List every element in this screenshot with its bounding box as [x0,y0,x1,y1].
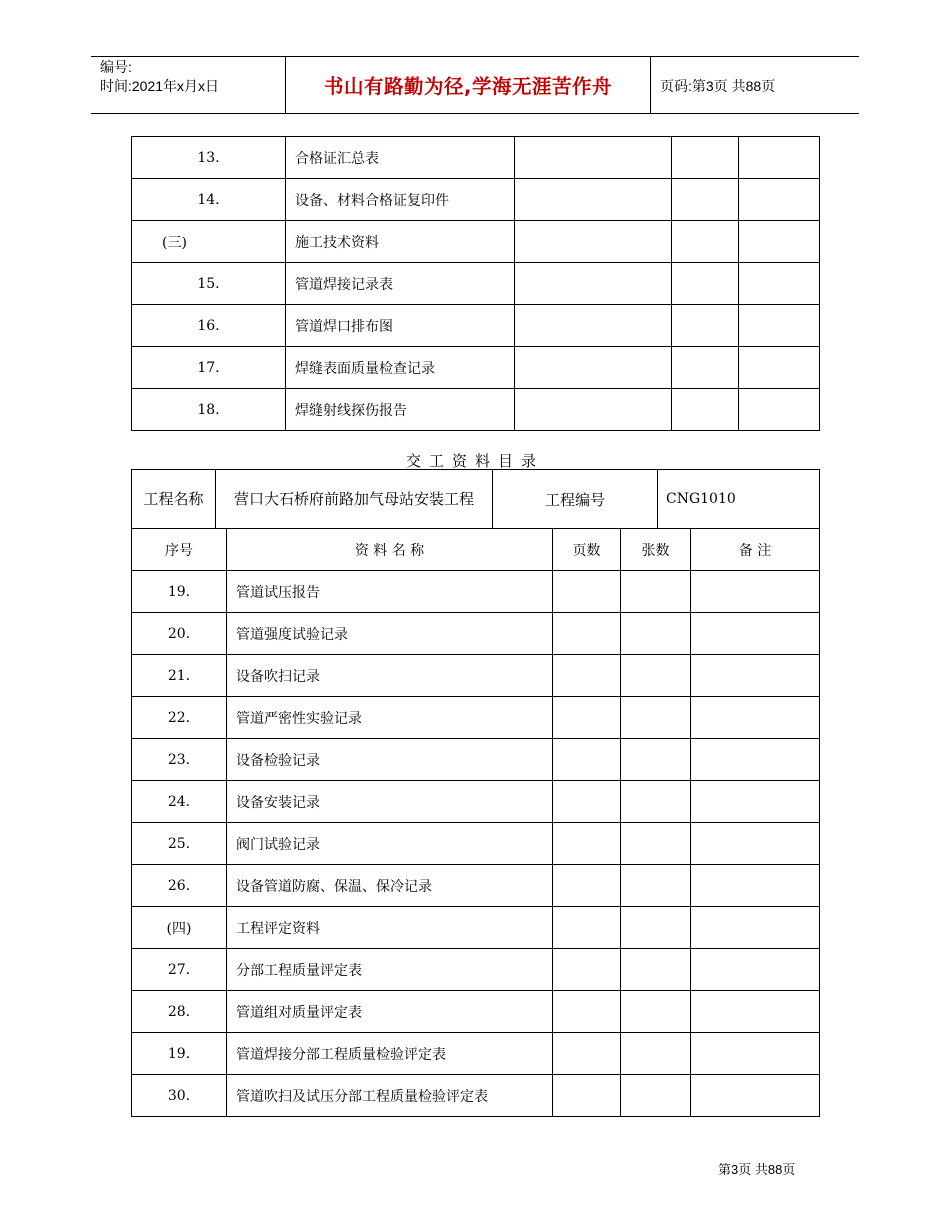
row-sheets-cell [672,389,739,431]
row-number: 17. [132,347,286,389]
row-remark-cell [691,781,820,823]
row-document-name: 设备安装记录 [227,781,553,823]
row-sheets-cell [621,781,691,823]
row-document-name: 焊缝表面质量检查记录 [286,347,515,389]
table-row [132,613,820,655]
code-label: 编号: [100,59,132,75]
table-row [132,655,820,697]
time-label: 时间:2021年x月x日 [100,78,220,94]
col-header-remark: 备 注 [691,529,820,571]
row-remark-cell [691,949,820,991]
row-pages-cell [553,823,621,865]
row-sheets-cell [672,137,739,179]
header-bottom-rule [91,113,859,114]
table-row [132,739,820,781]
row-sheets-cell [621,865,691,907]
row-number: (四) [132,907,227,949]
table-row [132,1033,820,1075]
column-header-row [132,529,820,571]
row-number: 23. [132,739,227,781]
row-pages-cell [553,571,621,613]
table-row [132,263,820,305]
table-row [132,865,820,907]
row-document-name: 设备检验记录 [227,739,553,781]
row-remark-cell [691,907,820,949]
table-row [132,305,820,347]
row-remark-cell [691,697,820,739]
project-name-label: 工程名称 [132,470,216,528]
table-row [132,991,820,1033]
row-document-name: 工程评定资料 [227,907,553,949]
table-row [132,389,820,431]
header-page-number: 页码:第3页 共88页 [660,78,776,94]
row-sheets-cell [621,991,691,1033]
header-motto: 书山有路勤为径,学海无涯苦作舟 [324,74,612,98]
row-sheets-cell [672,347,739,389]
row-sheets-cell [672,179,739,221]
row-number: 14. [132,179,286,221]
row-pages-cell [515,137,672,179]
row-document-name: 管道吹扫及试压分部工程质量检验评定表 [227,1075,553,1117]
row-remark-cell [691,739,820,781]
row-number: 19. [132,1033,227,1075]
row-remark-cell [691,865,820,907]
row-pages-cell [515,347,672,389]
row-sheets-cell [672,305,739,347]
row-sheets-cell [621,739,691,781]
row-sheets-cell [621,613,691,655]
row-pages-cell [553,907,621,949]
project-name-value: 营口大石桥府前路加气母站安装工程 [216,470,493,528]
row-number: 20. [132,613,227,655]
row-document-name: 管道焊口排布图 [286,305,515,347]
project-no-label: 工程编号 [493,470,658,528]
row-document-name: 设备、材料合格证复印件 [286,179,515,221]
row-remark-cell [691,571,820,613]
project-no-value: CNG1010 [666,491,736,507]
row-document-name: 管道试压报告 [227,571,553,613]
row-remark-cell [691,1033,820,1075]
row-pages-cell [553,739,621,781]
row-pages-cell [515,389,672,431]
row-sheets-cell [672,263,739,305]
row-pages-cell [553,949,621,991]
row-sheets-cell [621,949,691,991]
row-number: 30. [132,1075,227,1117]
row-document-name: 管道严密性实验记录 [227,697,553,739]
table-row [132,221,820,263]
row-remark-cell [691,1075,820,1117]
row-sheets-cell [621,697,691,739]
row-document-name: 管道焊接记录表 [286,263,515,305]
row-sheets-cell [621,907,691,949]
col-header-sheets: 张数 [621,529,691,571]
header-meta [100,58,219,96]
row-number: 26. [132,865,227,907]
row-document-name: 焊缝射线探伤报告 [286,389,515,431]
row-number: 27. [132,949,227,991]
row-remark-cell [691,991,820,1033]
row-pages-cell [553,613,621,655]
row-remark-cell [739,263,820,305]
row-number: 13. [132,137,286,179]
row-document-name: 管道组对质量评定表 [227,991,553,1033]
row-sheets-cell [621,1075,691,1117]
table-row [132,907,820,949]
table-row [132,179,820,221]
col-header-name: 资 料 名 称 [227,529,553,571]
row-pages-cell [553,991,621,1033]
row-remark-cell [739,389,820,431]
row-remark-cell [691,655,820,697]
table-row [132,571,820,613]
row-document-name: 合格证汇总表 [286,137,515,179]
row-document-name: 分部工程质量评定表 [227,949,553,991]
footer-page-number: 第3页 共88页 [718,1162,796,1177]
row-sheets-cell [621,655,691,697]
row-remark-cell [739,137,820,179]
row-document-name: 施工技术资料 [286,221,515,263]
row-sheets-cell [621,571,691,613]
continuation-table [131,136,820,431]
row-pages-cell [553,865,621,907]
handover-catalog-body [132,470,820,1117]
row-number: 22. [132,697,227,739]
row-sheets-cell [621,1033,691,1075]
table-row [132,347,820,389]
row-remark-cell [739,305,820,347]
row-sheets-cell [621,823,691,865]
row-number: 28. [132,991,227,1033]
table-row [132,823,820,865]
table-row [132,781,820,823]
row-pages-cell [553,781,621,823]
row-number: 21. [132,655,227,697]
table-row [132,949,820,991]
col-header-no: 序号 [132,529,227,571]
handover-catalog-table [131,469,820,1117]
row-remark-cell [691,613,820,655]
row-number: 25. [132,823,227,865]
row-pages-cell [553,1033,621,1075]
row-number: 24. [132,781,227,823]
row-document-name: 设备管道防腐、保温、保冷记录 [227,865,553,907]
row-number: (三) [132,221,286,263]
row-sheets-cell [672,221,739,263]
row-pages-cell [515,305,672,347]
row-remark-cell [739,179,820,221]
row-document-name: 设备吹扫记录 [227,655,553,697]
row-pages-cell [553,1075,621,1117]
row-remark-cell [739,221,820,263]
row-document-name: 管道焊接分部工程质量检验评定表 [227,1033,553,1075]
row-pages-cell [515,263,672,305]
row-document-name: 管道强度试验记录 [227,613,553,655]
row-document-name: 阀门试验记录 [227,823,553,865]
row-pages-cell [553,697,621,739]
row-pages-cell [515,179,672,221]
row-number: 19. [132,571,227,613]
row-pages-cell [515,221,672,263]
row-remark-cell [739,347,820,389]
continuation-table-body [132,137,820,431]
col-header-pages: 页数 [553,529,621,571]
project-info-cell [132,470,820,529]
table-row [132,697,820,739]
row-remark-cell [691,823,820,865]
row-number: 16. [132,305,286,347]
table-row [132,137,820,179]
row-number: 15. [132,263,286,305]
row-pages-cell [553,655,621,697]
row-number: 18. [132,389,286,431]
table-row [132,1075,820,1117]
section-caption: 交工资料目录 [405,452,544,470]
